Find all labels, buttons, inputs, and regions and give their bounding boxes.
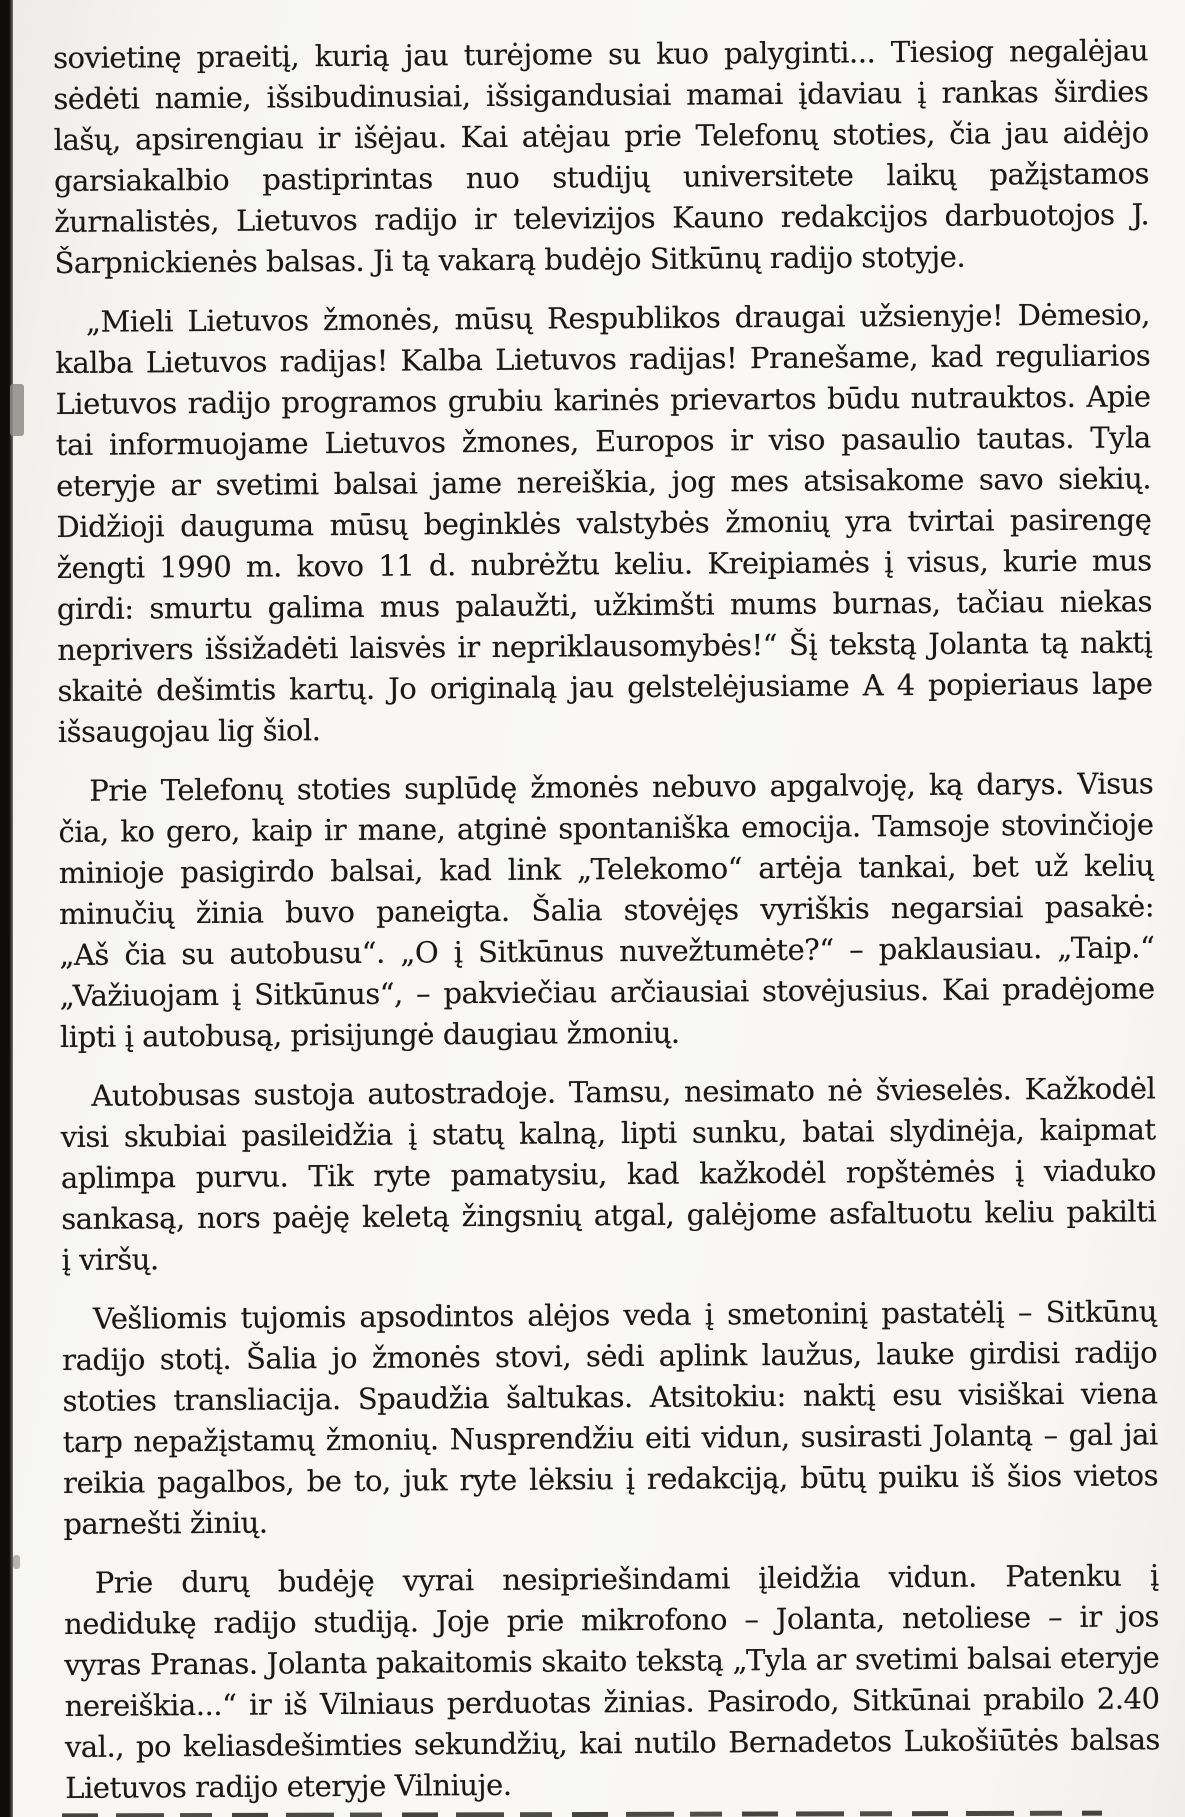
- text-line: kalba Lietuvos radijas! Kalba Lietuvos radijas! Pranešame, kad reguliarios: [55, 338, 1151, 380]
- text-line: Autobusas sustoja autostradoje. Tamsu, nesimato nė švieselės. Kažkodėl: [91, 1071, 1156, 1113]
- text-line: „Aš čia su autobusu“. „O į Sitkūnus nuvežtumėte?“ – paklausiau. „Taip.“: [59, 930, 1155, 972]
- text-line: skaitė dešimtis kartų. Jo originalą jau gelstelėjusiame A 4 popieriaus lape: [57, 666, 1153, 708]
- text-line: neprivers išsižadėti laisvės ir nepriklausomybės!“ Šį tekstą Jolanta tą naktį: [57, 625, 1153, 667]
- paragraph: [53, 30, 1150, 284]
- text-line: radijo stotį. Šalia jo žmonės stovi, sėdi aplink laužus, lauke girdisi radijo: [62, 1335, 1158, 1377]
- scan-artifact-dot: [13, 1555, 20, 1569]
- text-line: girdi: smurtu galima mus palaužti, užkimšti mums burnas, tačiau niekas: [56, 584, 1153, 626]
- text-line: Lietuvos radijo programos grubiu karinės prievartos būdu nutrauktos. Apie: [55, 379, 1151, 421]
- text-line: žengti 1990 m. kovo 11 d. nubrėžtu keliu. Kreipiamės į visus, kurie mus: [56, 543, 1152, 585]
- text-line: sėdėti namie, išsibudinusiai, išsigandusiai mamai įdaviau į rankas širdies: [53, 74, 1149, 116]
- scan-artifact-notch: [10, 384, 24, 436]
- text-line: garsiakalbio pastiprintas nuo studijų universitete laikų pažįstamos: [53, 156, 1150, 198]
- text-line: lašų, apsirengiau ir išėjau. Kai atėjau prie Telefonų stoties, čia jau aidėjo: [53, 115, 1149, 157]
- paragraph: [60, 1068, 1156, 1281]
- paragraph: [64, 1555, 1161, 1809]
- text-line: minučių žinia buvo paneigta. Šalia stovėjęs vyriškis negarsiai pasakė:: [58, 889, 1155, 931]
- text-line: minioje pasigirdo balsai, kad link „Telekomo“ artėja tankai, bet už kelių: [58, 848, 1154, 890]
- text-line: sankasą, nors paėję keletą žingsnių atgal, galėjome asfaltuotu keliu pakilti: [61, 1194, 1157, 1236]
- text-line: Šarpnickienės balsas. Ji tą vakarą budėjo Sitkūnų radijo stotyje.: [54, 239, 966, 280]
- text-line: čia, ko gero, kaip ir mane, atginė spontaniška emocija. Tamsoje stovinčioje: [58, 807, 1154, 849]
- page-text: [53, 30, 1160, 1809]
- text-line: eteryje ar svetimi balsai jame nereiškia, jog mes atsisakome savo siekių.: [56, 461, 1152, 503]
- text-line: „Mieli Lietuvos žmonės, mūsų Respublikos draugai užsienyje! Dėmesio,: [85, 297, 1151, 339]
- text-line: Didžioji dauguma mūsų beginklės valstybės žmonių yra tvirtai pasirengę: [56, 502, 1152, 544]
- text-line: Vešliomis tujomis apsodintos alėjos veda į smetoninį pastatėlį – Sitkūnų: [92, 1294, 1158, 1336]
- text-line: lipti į autobusą, prisijungė daugiau žmonių.: [59, 1015, 680, 1054]
- text-line: „Važiuojam į Sitkūnus“, – pakviečiau arčiausiai stovėjusius. Kai pradėjome: [59, 971, 1155, 1013]
- text-line: sovietinę praeitį, kurią jau turėjome su kuo palyginti... Tiesiog negalėjau: [53, 33, 1149, 75]
- text-line: Prie Telefonų stoties suplūdę žmonės nebuvo apgalvoję, ką darys. Visus: [89, 766, 1154, 808]
- text-line: tai informuojame Lietuvos žmones, Europos ir viso pasaulio tautas. Tyla: [55, 420, 1151, 462]
- cutoff-next-line-top: [62, 1811, 1102, 1817]
- text-line: visi skubiai pasileidžia į statų kalną, lipti sunku, batai slydinėja, kaipmat: [60, 1112, 1156, 1154]
- text-line: aplimpa purvu. Tik ryte pamatysiu, kad kažkodėl ropštėmės į viaduko: [60, 1153, 1157, 1195]
- scan-edge-bar: [0, 0, 13, 1817]
- paragraph: [62, 1291, 1159, 1545]
- paragraph: [55, 294, 1153, 753]
- text-line: vyras Pranas. Jolanta pakaitomis skaito tekstą „Tyla ar svetimi balsai eteryje: [64, 1640, 1160, 1682]
- text-line: išsaugojau lig šiol.: [57, 713, 321, 749]
- text-line: stoties transliacija. Spaudžia šaltukas. Atsitokiu: naktį esu visiškai viena: [62, 1376, 1158, 1418]
- text-line: tarp nepažįstamų žmonių. Nusprendžiu eiti vidun, susirasti Jolantą – gal jai: [62, 1417, 1158, 1459]
- text-line: Lietuvos radijo eteryje Vilniuje.: [65, 1767, 512, 1805]
- text-line: į viršų.: [61, 1242, 159, 1277]
- text-line: reikia pagalbos, be to, juk ryte lėksiu į redakciją, būtų puiku iš šios vietos: [62, 1458, 1159, 1500]
- text-line: Prie durų budėję vyrai nesipriešindami įleidžia vidun. Patenku į: [94, 1558, 1159, 1600]
- text-line: parnešti žinių.: [63, 1505, 268, 1541]
- text-line: nereiškia...“ ir iš Vilniaus perduotas žinias. Pasirodo, Sitkūnai prabilo 2.40: [64, 1681, 1160, 1723]
- text-line: nedidukę radijo studiją. Joje prie mikrofono – Jolanta, netoliese – ir jos: [63, 1599, 1160, 1641]
- text-line: žurnalistės, Lietuvos radijo ir televizijos Kauno redakcijos darbuotojos J.: [54, 197, 1150, 239]
- text-line: val., po keliasdešimties sekundžių, kai nutilo Bernadetos Lukošiūtės balsas: [64, 1722, 1161, 1764]
- paragraph: [58, 763, 1155, 1058]
